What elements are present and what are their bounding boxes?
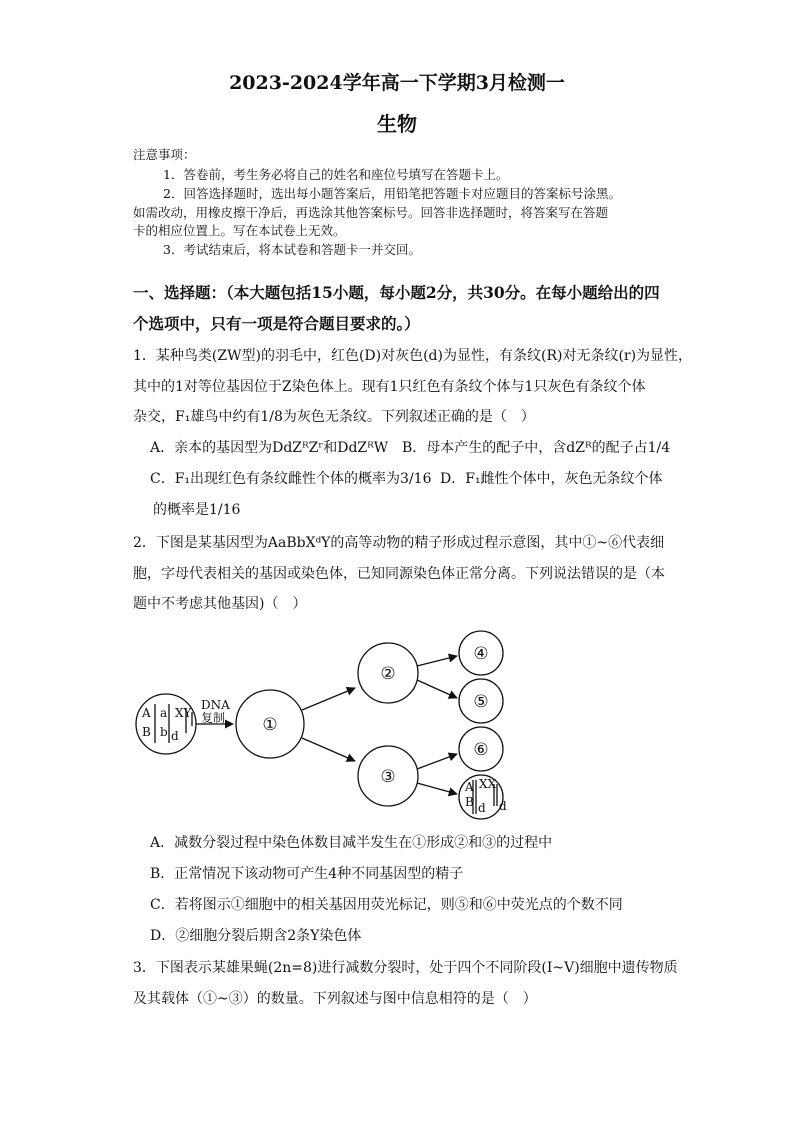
q1-option-d-cont: 的概率是1/16 xyxy=(153,502,241,518)
start-cell xyxy=(136,694,196,754)
q2-option-b[interactable]: B．正常情况下该动物可产生4种不同基因型的精子 xyxy=(150,866,464,882)
q2-stem-cont: 胞，字母代表相关的基因或染色体，已知同源染色体正常分离。下列说法错误的是（本 xyxy=(133,566,665,582)
cell-6-label: ⑥ xyxy=(473,740,489,760)
section-heading-cont: 个选项中，只有一项是符合题目要求的。） xyxy=(133,314,420,333)
end-gene-d1: d xyxy=(478,801,486,815)
end-gene-d2: d xyxy=(499,799,507,813)
notice-item-2-cont: 如需改动，用橡皮擦干净后，再选涂其他答案标号。回答非选择题时，将答案写在答题 xyxy=(133,205,609,220)
cell-5-label: ⑤ xyxy=(473,692,489,712)
q2-stem: 2．下图是某基因型为AaBbXᵈY的高等动物的精子形成过程示意图，其中①~⑥代表细 xyxy=(133,535,665,551)
dna-label: DNA xyxy=(201,698,230,712)
q1-option-c[interactable]: C．F₁出现红色有条纹雌性个体的概率为3/16 xyxy=(150,471,432,487)
cell-3-label: ③ xyxy=(380,767,396,787)
notice-item-2-cont2: 卡的相应位置上。写在本试卷上无效。 xyxy=(133,223,346,238)
q2-option-a[interactable]: A．减数分裂过程中染色体数目减半发生在①形成②和③的过程中 xyxy=(150,835,553,851)
q2-option-c[interactable]: C．若将图示①细胞中的相关基因用荧光标记，则⑤和⑥中荧光点的个数不同 xyxy=(150,897,623,913)
q1-stem-cont2: 杂交，F₁雄鸟中约有1/8为灰色无条纹。下列叙述正确的是（ ） xyxy=(133,409,535,425)
exam-title: 2023-2024学年高一下学期3月检测一 xyxy=(229,72,565,94)
end-gene-a: A xyxy=(465,780,474,794)
q1-option-b[interactable]: B．母本产生的配子中，含dZᴿ的配子占1/4 xyxy=(402,440,671,456)
replication-label: 复制 xyxy=(201,711,226,725)
q1-option-d[interactable]: D．F₁雌性个体中，灰色无条纹个体 xyxy=(440,471,663,487)
cell-4-label: ④ xyxy=(473,644,489,664)
q1-option-a[interactable]: A．亲本的基因型为DdZᴿZʳ和DdZᴿW xyxy=(150,440,389,456)
cell-2-label: ② xyxy=(380,664,396,684)
notice-item-3: 3．考试结束后，将本试卷和答题卡一并交回。 xyxy=(163,242,421,257)
q2-stem-cont2: 题中不考虑其他基因)（ ） xyxy=(133,596,307,612)
q3-stem: 3．下图表示某雄果蝇(2n=8)进行减数分裂时，处于四个不同阶段(I~V)细胞中遗传物质 xyxy=(133,960,678,976)
q1-stem-cont: 其中的1对等位基因位于Z染色体上。现有1只红色有条纹个体与1只灰色有条纹个体 xyxy=(133,379,646,395)
q2-option-d[interactable]: D．②细胞分裂后期含2条Y染色体 xyxy=(150,928,362,944)
start-chrom-xy: XY xyxy=(175,706,192,720)
start-gene-a-lower: a xyxy=(160,706,168,720)
notice-item-1: 1．答卷前，考生务必将自己的姓名和座位号填写在答题卡上。 xyxy=(163,167,509,182)
section-heading: 一、选择题：（本大题包括15小题，每小题2分，共30分。在每小题给出的四 xyxy=(133,283,660,302)
end-gene-b: B xyxy=(465,795,474,809)
start-gene-d: d xyxy=(171,729,179,743)
start-gene-a-upper: A xyxy=(142,706,151,720)
q3-stem-cont: 及其载体（①~③）的数量。下列叙述与图中信息相符的是（ ） xyxy=(133,991,537,1007)
meiosis-diagram xyxy=(130,620,530,820)
q1-stem: 1．某种鸟类(ZW型)的羽毛中，红色(D)对灰色(d)为显性，有条纹(R)对无条纹(r)为显性， xyxy=(133,348,693,364)
cell-1-label: ① xyxy=(262,715,278,735)
start-gene-b-lower: b xyxy=(160,725,168,739)
subject-title: 生物 xyxy=(377,112,417,136)
notice-item-2: 2．回答选择题时，选出每小题答案后，用铅笔把答题卡对应题目的答案标号涂黑。 xyxy=(163,186,621,201)
end-chrom-xx: XX xyxy=(479,777,497,791)
start-gene-b-upper: B xyxy=(142,725,151,739)
notice-heading: 注意事项： xyxy=(133,147,196,162)
